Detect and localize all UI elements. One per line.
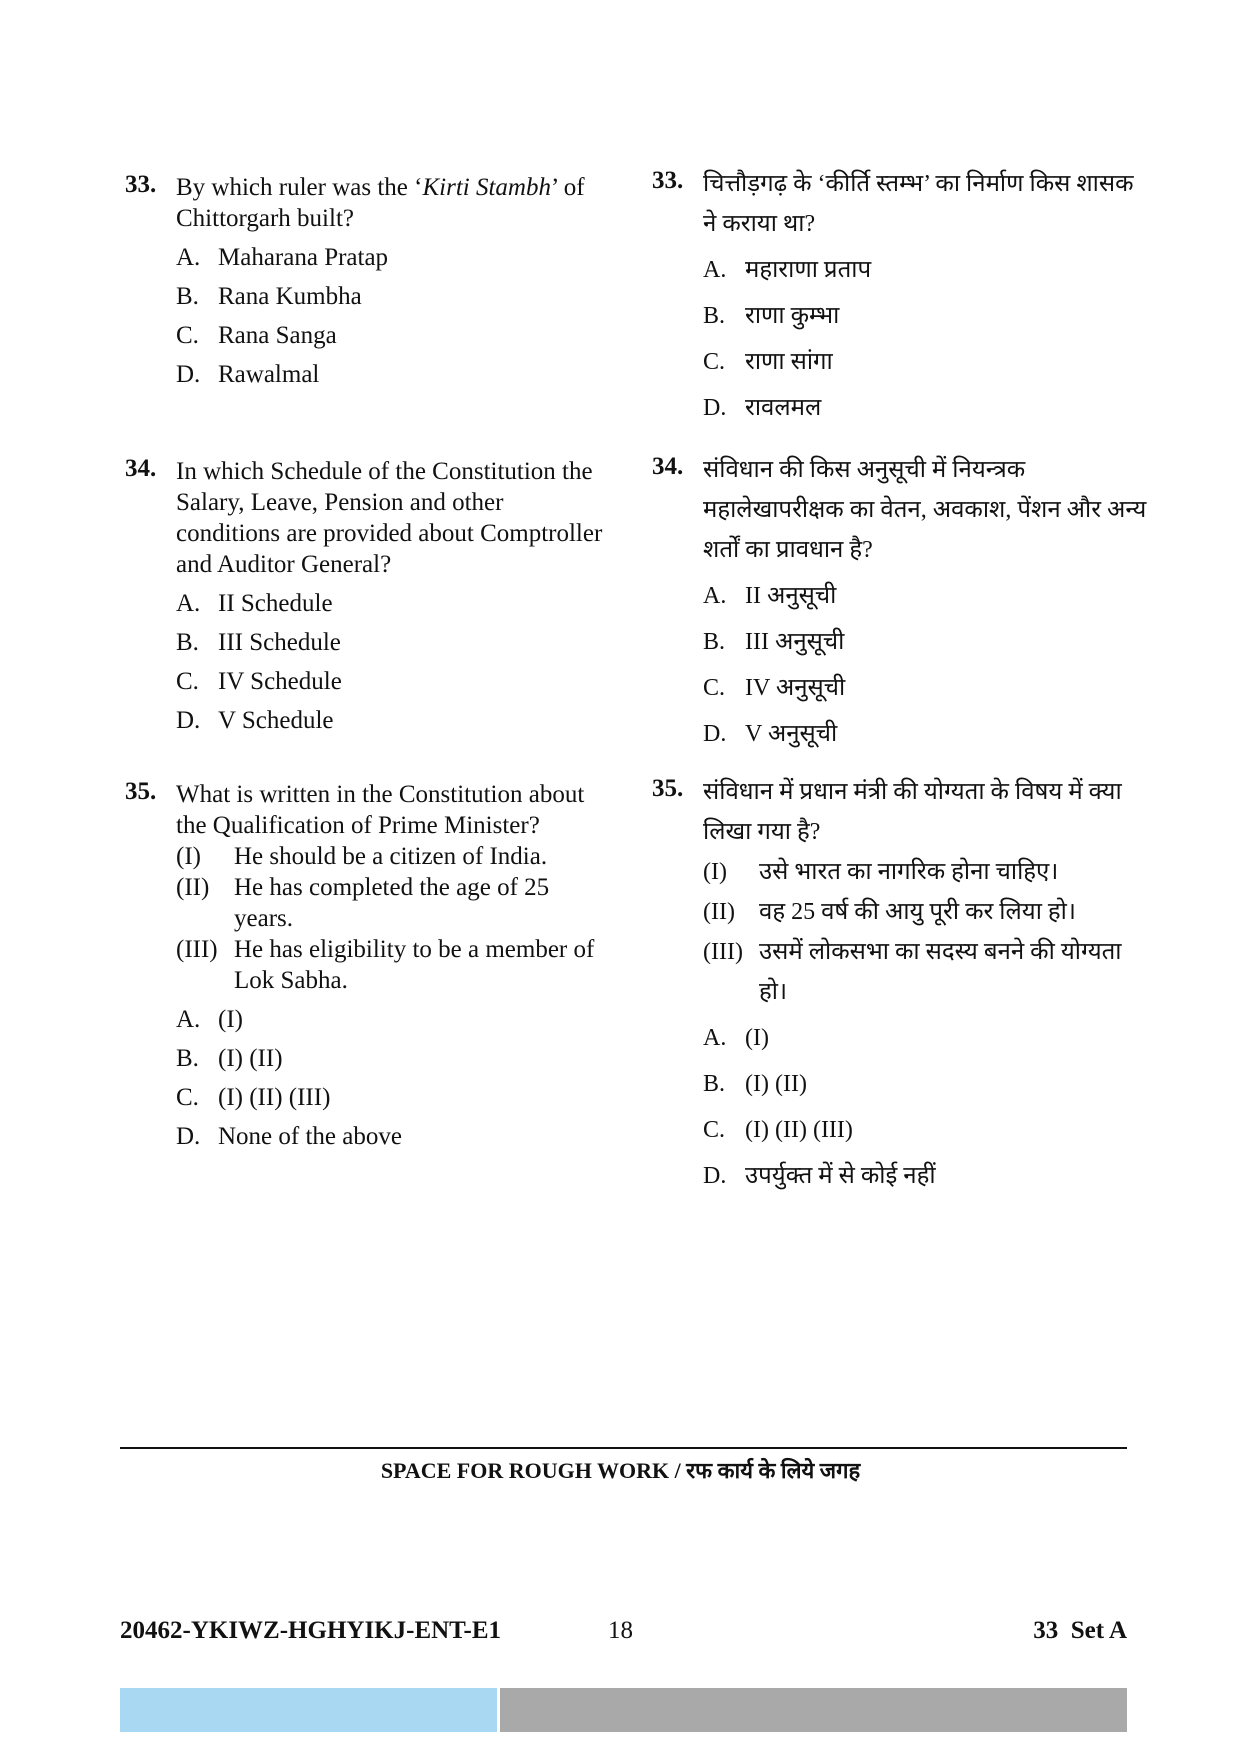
option-c: C. Rana Sanga: [176, 322, 337, 349]
options-list: [703, 576, 1152, 754]
options-list: [176, 242, 605, 390]
option-d: D. रावलमल: [703, 395, 822, 421]
options-list: [703, 250, 1152, 428]
option-c: C. IV Schedule: [176, 668, 342, 695]
page-number: 18: [608, 1617, 633, 1644]
option-b: B. (I) (II): [703, 1071, 807, 1097]
rough-work-divider: [120, 1447, 1127, 1449]
question-number: 34.: [652, 453, 684, 480]
option-a: A. II अनुसूची: [703, 583, 837, 609]
question-number: 34.: [125, 455, 157, 482]
options-list: [703, 1018, 1152, 1196]
question-35-en: [125, 779, 605, 1152]
option-c: C. राणा सांगा: [703, 349, 833, 375]
question-text: What is written in the Constitution about the Qualification of Prime Minister?: [176, 781, 585, 839]
option-b: B. Rana Kumbha: [176, 283, 362, 310]
option-a: A. (I): [176, 1006, 243, 1033]
question-33-hi: [652, 164, 1152, 428]
set-info: 33 Set A: [1033, 1617, 1127, 1644]
statements-list: [176, 841, 605, 996]
statement-3: (III) He has eligibility to be a member of Lok Sabha.: [176, 936, 595, 994]
footer-bar-gray: [500, 1688, 1127, 1732]
option-d: D. उपर्युक्त में से कोई नहीं: [703, 1163, 936, 1189]
option-b: B. राणा कुम्भा: [703, 303, 840, 329]
options-list: [176, 1004, 605, 1152]
option-c: C. (I) (II) (III): [176, 1084, 331, 1111]
statements-list: [703, 852, 1152, 1012]
question-text: In which Schedule of the Constitution the Salary, Leave, Pension and other conditions are provided about Comptroller and Auditor General?: [176, 458, 603, 578]
question-33-en: [125, 172, 605, 390]
option-b: B. III अनुसूची: [703, 629, 845, 655]
question-text: By which ruler was the ‘Kirti Stambh’ of Chittorgarh built?: [176, 174, 585, 232]
option-c: C. IV अनुसूची: [703, 675, 846, 701]
option-a: A. II Schedule: [176, 590, 333, 617]
statement-2: (II) He has completed the age of 25 years.: [176, 874, 550, 932]
option-c: C. (I) (II) (III): [703, 1117, 853, 1143]
options-list: [176, 588, 605, 736]
statement-1: (I) He should be a citizen of India.: [176, 843, 548, 870]
statement-3: (III) उसमें लोकसभा का सदस्य बनने की योग्यता हो।: [703, 939, 1122, 1005]
question-number: 35.: [125, 778, 157, 805]
option-a: A. Maharana Pratap: [176, 244, 389, 271]
footer-bar-blue: [120, 1688, 497, 1732]
question-text: संविधान में प्रधान मंत्री की योग्यता के विषय में क्या लिखा गया है?: [703, 779, 1122, 845]
option-a: A. महाराणा प्रताप: [703, 257, 872, 283]
question-number: 33.: [652, 167, 684, 194]
booklet-code: 20462-YKIWZ-HGHYIKJ-ENT-E1: [120, 1617, 502, 1644]
option-a: A. (I): [703, 1025, 769, 1051]
option-d: D. V अनुसूची: [703, 721, 838, 747]
statement-2: (II) वह 25 वर्ष की आयु पूरी कर लिया हो।: [703, 899, 1076, 925]
question-34-en: [125, 456, 605, 736]
question-35-hi: [652, 772, 1152, 1196]
question-number: 35.: [652, 775, 684, 802]
question-number: 33.: [125, 171, 157, 198]
question-text: चित्तौड़गढ़ के ‘कीर्ति स्तम्भ’ का निर्माण किस शासक ने कराया था?: [703, 171, 1134, 237]
option-d: D. None of the above: [176, 1123, 402, 1150]
rough-work-label: SPACE FOR ROUGH WORK / रफ कार्य के लिये जगह: [380, 1458, 861, 1483]
option-d: D. V Schedule: [176, 707, 334, 734]
option-d: D. Rawalmal: [176, 361, 320, 388]
question-34-hi: [652, 450, 1152, 754]
option-b: B. III Schedule: [176, 629, 341, 656]
statement-1: (I) उसे भारत का नागरिक होना चाहिए।: [703, 859, 1059, 885]
question-text: संविधान की किस अनुसूची में नियन्त्रक महालेखापरीक्षक का वेतन, अवकाश, पेंशन और अन्य शर्तों का प्रावधान है?: [703, 457, 1147, 563]
option-b: B. (I) (II): [176, 1045, 283, 1072]
